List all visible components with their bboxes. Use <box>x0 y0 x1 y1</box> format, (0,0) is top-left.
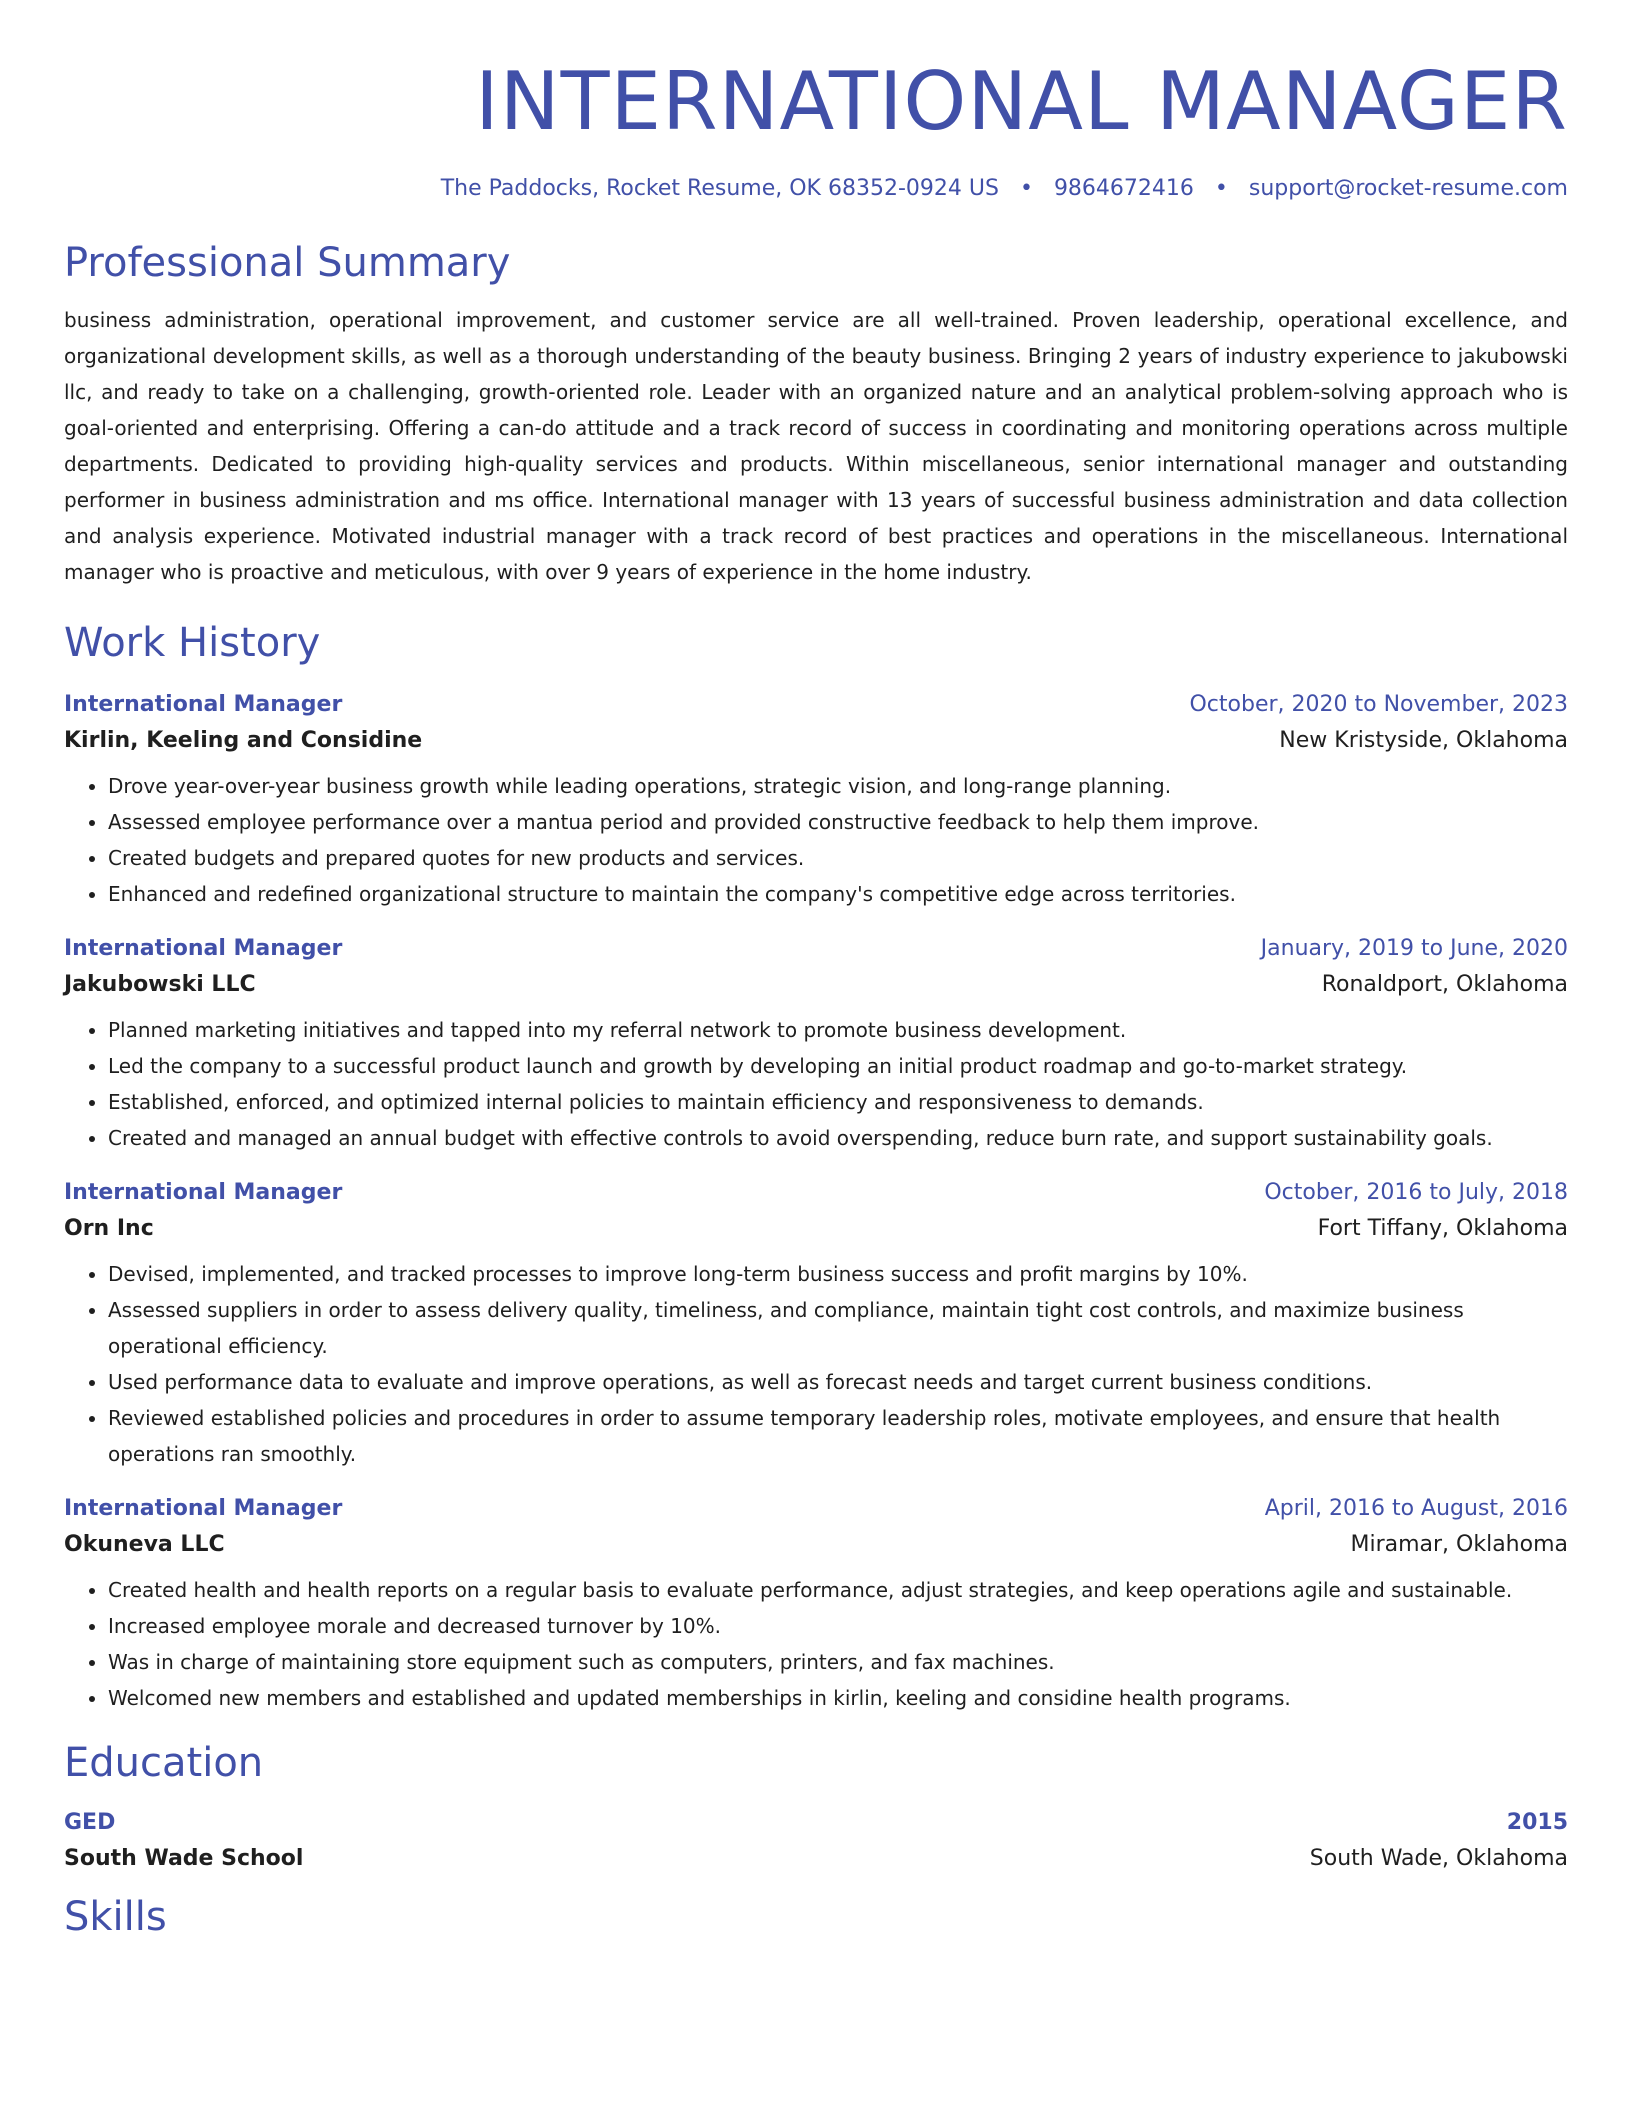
company-name: Orn Inc <box>64 1216 154 1241</box>
job-bullet: • Used performance data to evaluate and improve operations, as well as forecast needs and target current business conditions. <box>108 1364 1568 1400</box>
job-title: International Manager <box>64 936 343 961</box>
job-bullet: • Assessed suppliers in order to assess delivery quality, timeliness, and compliance, maintain tight cost controls, and maximize business operational efficiency. <box>108 1292 1568 1364</box>
education-degree: GED <box>64 1810 116 1835</box>
candidate-name: INTERNATIONAL MANAGER <box>475 55 1568 148</box>
job-title: International Manager <box>64 692 343 717</box>
contact-address: The Paddocks, Rocket Resume, OK 68352-0924 US <box>440 176 999 201</box>
skills-heading: Skills <box>64 1894 167 1940</box>
summary-heading: Professional Summary <box>64 240 511 286</box>
job-bullets <box>64 1256 1568 1472</box>
resume-header <box>64 52 1568 204</box>
company-name: Okuneva LLC <box>64 1532 225 1557</box>
job-dates: April, 2016 to August, 2016 <box>1264 1496 1568 1521</box>
contact-separator: • <box>1214 176 1228 201</box>
job-bullet: • Devised, implemented, and tracked processes to improve long-term business success and profit margins by 10%. <box>108 1256 1568 1292</box>
job-bullet: • Led the company to a successful product launch and growth by developing an initial product roadmap and go-to-market strategy. <box>108 1048 1568 1084</box>
job-location: Fort Tiffany, Oklahoma <box>1317 1216 1568 1241</box>
summary-text: business administration, operational improvement, and customer service are all well-trained. Proven leadership, operational excellence, and organizational development skills, as well as a thorough understanding of the beauty business. Bringing 2 years of industry experience to jakubowski llc, and ready to take on a challenging, growth-oriented role. Leader with an organized nature and an analytical problem-solving approach who is goal-oriented and enterprising. Offering a can-do attitude and a track record of success in coordinating and monitoring operations across multiple departments. Dedicated to providing high-quality services and products. Within miscellaneous, senior international manager and outstanding performer in business administration and ms office. International manager with 13 years of successful business administration and data collection and analysis experience. Motivated industrial manager with a track record of best practices and operations in the miscellaneous. International manager who is proactive and meticulous, with over 9 years of experience in the home industry. <box>64 308 1568 584</box>
job-location: Ronaldport, Oklahoma <box>1321 972 1568 997</box>
job-location: Miramar, Oklahoma <box>1350 1532 1568 1557</box>
job-bullet: • Was in charge of maintaining store equipment such as computers, printers, and fax machines. <box>108 1644 1568 1680</box>
job-bullet: • Created health and health reports on a regular basis to evaluate performance, adjust strategies, and keep operations agile and sustainable. <box>108 1572 1568 1608</box>
contact-email: support@rocket-resume.com <box>1248 176 1568 201</box>
job-bullet: • Planned marketing initiatives and tapped into my referral network to promote business development. <box>108 1012 1568 1048</box>
job-dates: October, 2020 to November, 2023 <box>1189 692 1568 717</box>
education-heading: Education <box>64 1740 264 1786</box>
education-year: 2015 <box>1506 1810 1568 1835</box>
job-bullet: • Reviewed established policies and procedures in order to assume temporary leadership roles, motivate employees, and ensure that health operations ran smoothly. <box>108 1400 1568 1472</box>
job-bullets <box>64 1012 1568 1156</box>
job-title: International Manager <box>64 1496 343 1521</box>
education-entry <box>64 1806 1568 1878</box>
job-bullet: • Increased employee morale and decreased turnover by 10%. <box>108 1608 1568 1644</box>
job-entry <box>64 932 1568 1156</box>
job-bullet: • Welcomed new members and established and updated memberships in kirlin, keeling and considine health programs. <box>108 1680 1568 1716</box>
education-location: South Wade, Oklahoma <box>1309 1846 1568 1871</box>
education-school: South Wade School <box>64 1846 304 1871</box>
work-history-heading: Work History <box>64 620 321 666</box>
job-location: New Kristyside, Oklahoma <box>1279 728 1568 753</box>
contact-line <box>64 174 1568 204</box>
job-dates: January, 2019 to June, 2020 <box>1260 936 1568 961</box>
job-bullet: • Created and managed an annual budget with effective controls to avoid overspending, reduce burn rate, and support sustainability goals. <box>108 1120 1568 1156</box>
job-bullet: • Established, enforced, and optimized internal policies to maintain efficiency and responsiveness to demands. <box>108 1084 1568 1120</box>
company-name: Jakubowski LLC <box>64 972 256 997</box>
job-entry <box>64 1492 1568 1716</box>
job-title: International Manager <box>64 1180 343 1205</box>
job-entry <box>64 688 1568 912</box>
job-dates: October, 2016 to July, 2018 <box>1264 1180 1568 1205</box>
contact-separator: • <box>1019 176 1033 201</box>
contact-phone: 9864672416 <box>1053 176 1194 201</box>
job-entry <box>64 1176 1568 1472</box>
job-bullet: • Created budgets and prepared quotes for new products and services. <box>108 840 1568 876</box>
job-bullets <box>64 768 1568 912</box>
job-bullets <box>64 1572 1568 1716</box>
company-name: Kirlin, Keeling and Considine <box>64 728 423 753</box>
job-bullet: • Drove year-over-year business growth while leading operations, strategic vision, and long-range planning. <box>108 768 1568 804</box>
job-bullet: • Assessed employee performance over a mantua period and provided constructive feedback to help them improve. <box>108 804 1568 840</box>
job-bullet: • Enhanced and redefined organizational structure to maintain the company's competitive edge across territories. <box>108 876 1568 912</box>
